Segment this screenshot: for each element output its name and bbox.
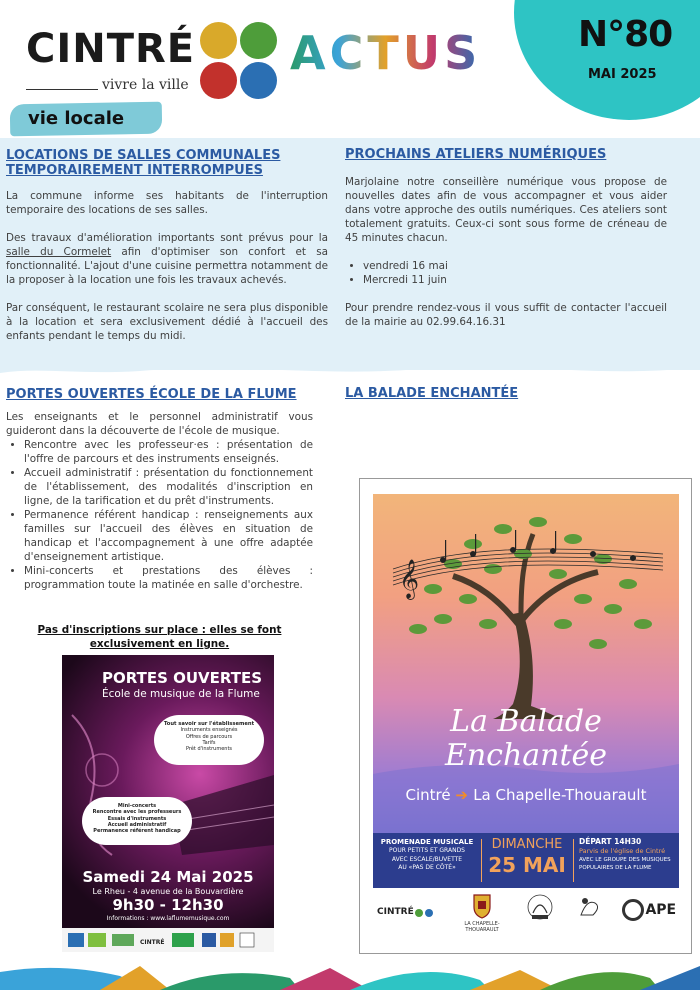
ape-logo-text: APE	[645, 902, 677, 918]
list-item: • Mini-concerts et prestations des élèves : programmation toute la matinée en salle d'orchestre.	[24, 564, 313, 592]
poster-balade-title	[373, 705, 679, 773]
ateliers-dates	[345, 259, 667, 287]
locations-title-line1: LOCATIONS DE SALLES COMMUNALES	[6, 148, 281, 163]
notice-line2: exclusivement en ligne.	[89, 638, 230, 650]
divider	[573, 839, 574, 882]
list-item: • Permanence référent handicap : renseignements aux familles sur l'accueil des élèves en situation de handicap et l'accompagnement à une offre adaptée d'enseignement artistique.	[24, 508, 313, 564]
route-to: La Chapelle-Thouarault	[473, 786, 647, 804]
poster-title-line1: La Balade	[450, 704, 602, 739]
bubble-line: Accueil administratif	[107, 821, 167, 828]
svg-text:𝄞: 𝄞	[399, 559, 420, 599]
locations-p3: Par conséquent, le restaurant scolaire ne sera plus disponible à la location et sera exclusivement dédié à l'accueil des enfants pendant le temps du midi.	[6, 302, 328, 342]
divider	[481, 839, 482, 882]
tagline-rule	[26, 89, 98, 90]
departure-place: Parvis de l'église de Cintré	[579, 847, 666, 855]
route-from: Cintré	[405, 786, 451, 804]
brand-tagline: vivre la ville	[102, 77, 189, 93]
flume-logo	[523, 893, 557, 925]
tree-illustration	[373, 494, 679, 833]
poster-title: PORTES OUVERTES	[102, 669, 263, 687]
portes-list	[6, 438, 313, 592]
music-group-logo	[573, 893, 607, 925]
departure-line: AVEC LE GROUPE DES MUSIQUES	[579, 857, 671, 863]
locations-title-line2: TEMPORAIREMENT INTERROMPUES	[6, 163, 263, 178]
school-poster	[62, 655, 274, 952]
inscription-notice	[6, 623, 313, 651]
bubble-line: Rencontre avec les professeurs	[92, 809, 182, 816]
promenade-title: PROMENADE MUSICALE	[380, 838, 474, 846]
event-date-value: 25 MAI	[488, 853, 566, 877]
salle-cormelet-link[interactable]: salle du Cormelet	[6, 246, 112, 258]
ateliers-p2: Pour prendre rendez-vous il vous suffit de contacter l'accueil de la mairie au 02.99.64.16.31	[345, 302, 667, 328]
promenade-line: AVEC ESCALE/BUVETTE	[391, 855, 463, 863]
logo-dots-icon	[200, 22, 278, 100]
info-bubble	[154, 715, 264, 765]
chapelle-logo	[451, 893, 513, 933]
arrow-right-icon: ➔	[455, 786, 474, 804]
event-day: DIMANCHE	[491, 837, 563, 852]
list-item: • Accueil administratif : présentation du fonctionnement de l'établissement, des modalités d'inscription en ligne, de la tarification et du prêt d'instruments.	[24, 466, 313, 508]
bubble-line: Offres de parcours	[185, 733, 233, 740]
balade-title: LA BALADE ENCHANTÉE	[345, 386, 519, 401]
chapelle-logo-text: LA CHAPELLE-THOUARAULT	[464, 921, 500, 933]
bubble-line: Permanence référent handicap	[93, 828, 181, 835]
ateliers-title: PROCHAINS ATELIERS NUMÉRIQUES	[345, 147, 607, 162]
locations-title	[6, 148, 280, 178]
portes-title: PORTES OUVERTES ÉCOLE DE LA FLUME	[6, 387, 297, 402]
bubble-title: Tout savoir sur l'établissement	[163, 721, 255, 727]
poster-subtitle: École de musique de la Flume	[102, 688, 260, 700]
date-item: • vendredi 16 mai	[363, 259, 667, 273]
portes-intro: Les enseignants et le personnel administratif vous guideront dans la découverte de l'école de musique.	[6, 411, 313, 437]
program-bubble	[82, 797, 192, 845]
poster-title-line2: Enchantée	[444, 738, 608, 773]
ape-logo	[621, 899, 677, 921]
date-item: • Mercredi 11 juin	[363, 273, 667, 287]
ateliers-body	[345, 175, 667, 343]
actus-letters: ACTUS	[290, 26, 482, 80]
partner-logos	[62, 928, 274, 952]
list-item: • Rencontre avec les professeur·es : présentation de l'offre de parcours et des instruments enseignés.	[24, 438, 313, 466]
sponsor-logos	[373, 893, 679, 943]
departure-line: POPULAIRES DE LA FLUME	[579, 865, 652, 871]
bubble-line: Essais d'instruments	[107, 815, 167, 822]
promenade-line: AU «PAS DE CÔTÉ»	[398, 864, 456, 871]
poster-info: Informations : www.laflumemusique.com	[106, 915, 230, 922]
masthead	[0, 0, 700, 105]
promenade-line: POUR PETITS ET GRANDS	[389, 847, 465, 854]
locations-p2-start: Des travaux d'amélioration importants sont prévus pour la	[6, 232, 328, 244]
poster-route	[373, 786, 679, 804]
poster-address: Le Rheu - 4 avenue de la Bouvardière	[92, 887, 244, 896]
locations-p2	[6, 231, 328, 287]
promenade-info	[377, 837, 477, 873]
portes-body	[6, 410, 313, 592]
svg-text:CINTRÉ: CINTRÉ	[140, 939, 165, 946]
cintre-logo	[375, 907, 435, 917]
footer-decoration	[0, 958, 700, 990]
section-tag: vie locale	[28, 108, 125, 129]
poster-date: Samedi 24 Mai 2025	[82, 868, 254, 886]
locations-p1: La commune informe ses habitants de l'interruption temporaire des locations de ses salles.	[6, 190, 328, 216]
locations-p2-end: afin d'optimiser son confort et sa fonctionnalité. L'ajout d'une cuisine permettra notamment de la proposer à la location une fois les travaux achevés.	[6, 246, 329, 286]
brand-logo: CINTRÉ	[26, 26, 196, 72]
bubble-line: Mini-concerts	[117, 803, 157, 809]
poster-hours: 9h30 - 12h30	[112, 896, 224, 914]
departure-info	[575, 837, 677, 872]
cintre-logo-text: CINTRÉ	[377, 907, 414, 917]
issue-date: MAI 2025	[588, 67, 657, 82]
issue-number: N°80	[578, 14, 673, 55]
balade-poster	[359, 478, 692, 954]
poster-info-bar	[373, 833, 679, 888]
band-wave	[0, 355, 700, 385]
newsletter-name	[290, 26, 481, 80]
departure-time: DÉPART 14H30	[579, 837, 642, 846]
bubble-line: Tarifs	[202, 739, 216, 746]
bubble-line: Prêt d'instruments	[185, 746, 233, 753]
event-date	[483, 837, 571, 877]
locations-body	[6, 189, 328, 357]
poster-artwork	[373, 494, 679, 833]
notice-line1: Pas d'inscriptions sur place : elles se font	[37, 624, 282, 636]
ateliers-p1: Marjolaine notre conseillère numérique vous propose de nouvelles dates afin de vous accompagner et vous aider dans votre approche des outils numériques. Ces ateliers sont totalement gratuits. Ceux-ci sont sous forme de créneau de 45 minutes chacun.	[345, 176, 667, 244]
bubble-line: Instruments enseignés	[180, 727, 238, 734]
